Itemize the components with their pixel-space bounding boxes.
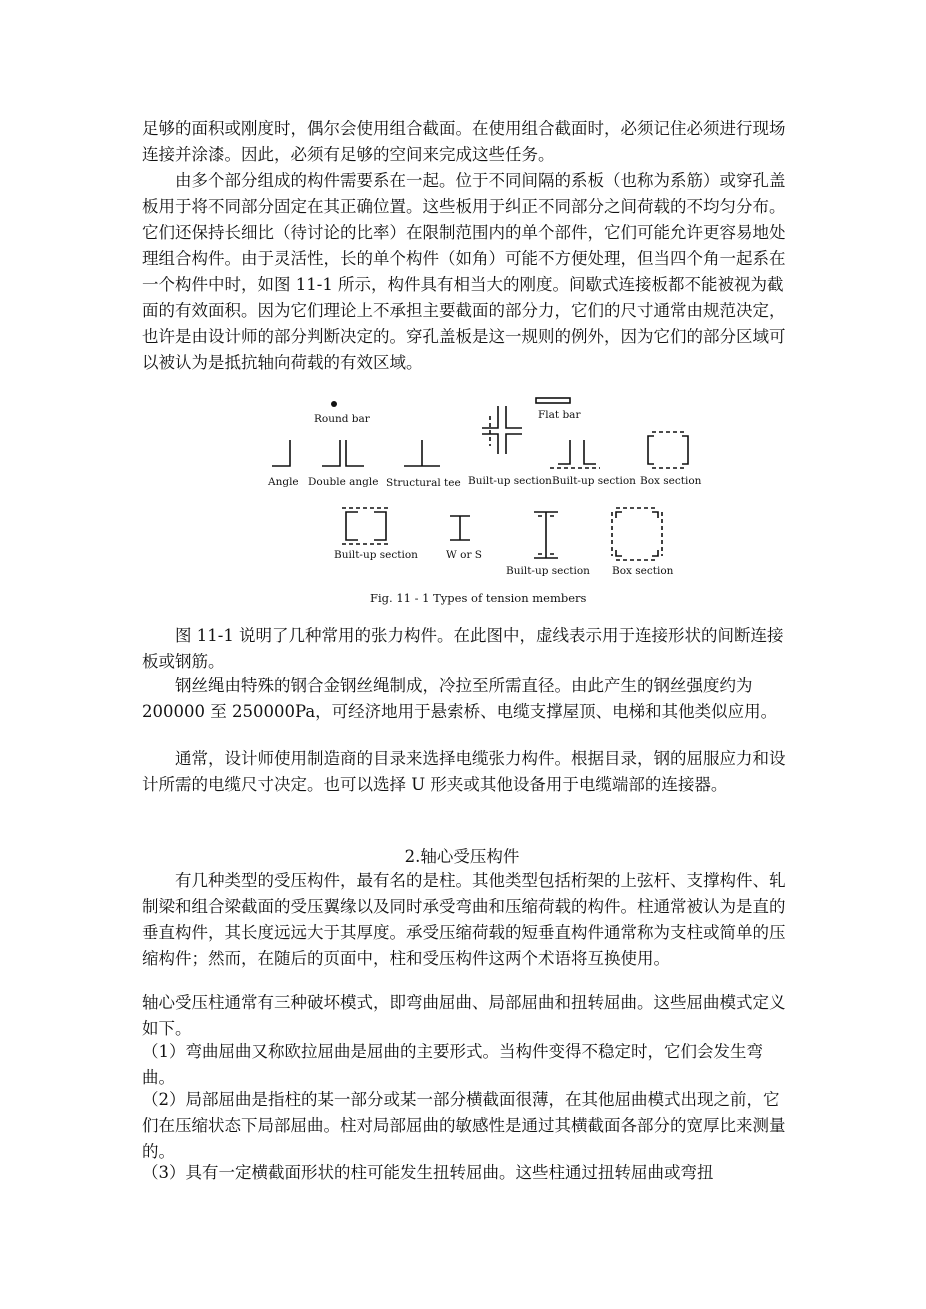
label-built-up-3: Built-up section [334, 549, 418, 561]
paragraph-1: 足够的面积或刚度时，偶尔会使用组合截面。在使用组合截面时，必须记住必须进行现场连接并涂漆。因此，必须有足够的空间来完成这些任务。 [142, 119, 786, 164]
round-bar-shape [331, 401, 337, 407]
label-box-1: Box section [640, 475, 702, 487]
built-up-angles-shape [558, 440, 596, 464]
paragraph-2: 由多个部分组成的构件需要系在一起。位于不同间隔的系板（也称为系筋）或穿孔盖板用于将不同部分固定在其正确位置。这些板用于纠正不同部分之间荷载的不均匀分布。它们还保持长细比（待讨论的比率）在限制范围内的单个部件，它们可能允许更容易地处理组合构件。由于灵活性，长的单个构件（如角）可能不方便处理，但当四个角一起系在一个构件中时，如图 11-1 所示，构件具有相当大的刚度。间歇式连接板都不能被视为截面的有效面积。因为它们理论上不承担主要截面的部分力，它们的尺寸通常由规范决定，也许是由设计师的部分判断决定的。穿孔盖板是这一规则的例外，因为它们的部分区域可以被认为是抵抗轴向荷载的有效区域。 [142, 171, 786, 372]
label-double-angle: Double angle [308, 476, 379, 488]
box-section-2-angles [616, 512, 658, 556]
paragraph-5: 通常，设计师使用制造商的目录来选择电缆张力构件。根据目录，钢的屈服应力和设计所需的电缆尺寸决定。也可以选择 U 形夹或其他设备用于电缆端部的连接器。 [142, 749, 786, 794]
paragraph-4: 钢丝绳由特殊的钢合金钢丝绳制成，冷拉至所需直径。由此产生的钢丝强度约为 200000 至 250000Pa，可经济地用于悬索桥、电缆支撑屋顶、电梯和其他类似应用。 [142, 676, 778, 721]
built-up-cross-shape [482, 406, 522, 454]
label-box-2: Box section [612, 565, 674, 577]
label-flat-bar: Flat bar [538, 409, 581, 421]
flat-bar-shape [536, 398, 570, 403]
label-round-bar: Round bar [314, 413, 370, 425]
paragraph-9: （2）局部屈曲是指柱的某一部分或某一部分横截面很薄，在其他屈曲模式出现之前，它们在压缩状态下局部屈曲。柱对局部屈曲的敏感性是通过其横截面各部分的宽厚比来测量的。 [142, 1090, 786, 1161]
box-section-1-shape [648, 436, 688, 464]
paragraph-3: 图 11-1 说明了几种常用的张力构件。在此图中，虚线表示用于连接形状的间断连接板或钢筋。 [142, 626, 784, 671]
double-angle-shape [322, 440, 364, 466]
label-built-up-4: Built-up section [506, 565, 590, 577]
figure-tension-members [262, 392, 712, 614]
angle-shape [272, 440, 290, 466]
paragraph-10: （3）具有一定横截面形状的柱可能发生扭转屈曲。这些柱通过扭转屈曲或弯扭 [142, 1163, 714, 1182]
built-up-channels-shape [346, 512, 386, 540]
box-section-2-ties [612, 508, 662, 560]
figure-drawing [262, 392, 712, 614]
built-up-i-shape [534, 512, 558, 558]
label-w-or-s: W or S [446, 549, 483, 561]
paragraph-7: 轴心受压柱通常有三种破坏模式，即弯曲屈曲、局部屈曲和扭转屈曲。这些屈曲模式定义如下。 [142, 993, 786, 1038]
built-up-channels-ties [342, 508, 390, 544]
label-built-up-1: Built-up section [468, 475, 552, 487]
label-built-up-2: Built-up section [552, 475, 636, 487]
structural-tee-shape [404, 440, 440, 466]
label-structural-tee: Structural tee [386, 477, 461, 489]
paragraph-8: （1）弯曲屈曲又称欧拉屈曲是屈曲的主要形式。当构件变得不稳定时，它们会发生弯曲。 [142, 1042, 763, 1087]
figure-caption: Fig. 11 - 1 Types of tension members [370, 591, 587, 605]
w-or-s-shape [450, 516, 470, 540]
box-section-1-ties [652, 432, 686, 468]
label-angle: Angle [268, 476, 299, 488]
section-heading: 2.轴心受压构件 [404, 847, 520, 866]
paragraph-6: 有几种类型的受压构件，最有名的是柱。其他类型包括桁架的上弦杆、支撑构件、轧制梁和组合梁截面的受压翼缘以及同时承受弯曲和压缩荷载的构件。柱通常被认为是直的垂直构件，其长度远远大于其厚度。承受压缩荷载的短垂直构件通常称为支柱或简单的压缩构件；然而，在随后的页面中，柱和受压构件这两个术语将互换使用。 [142, 871, 786, 968]
